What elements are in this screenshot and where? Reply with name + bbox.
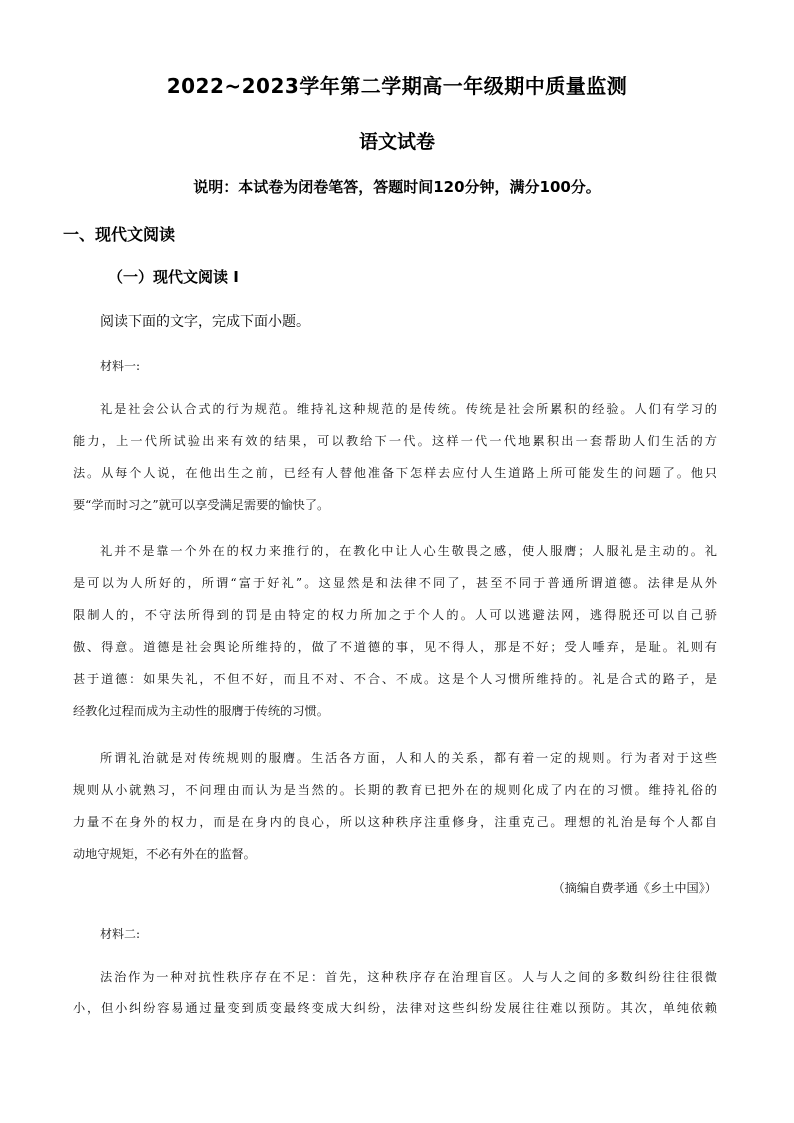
paragraph-line: 动地守规矩，不必有外在的监督。 [73,847,256,861]
paragraph-line: 法治作为一种对抗性秩序存在不足：首先，这种秩序存在治理盲区。人与人之间的多数纠纷往往很微 [100,970,717,984]
paragraph-line: 限制人的，不守法所得到的罚是由特定的权力所加之于个人的。人可以逃避法网，逃得脱还可以自己骄 [73,608,717,622]
paragraph-line: 能力，上一代所试验出来有效的结果，可以教给下一代。这样一代一代地累积出一套帮助人们生活的方 [73,434,717,448]
paragraph-line: 力量不在身外的权力，而是在身内的良心，所以这种秩序注重修身，注重克己。理想的礼治是每个人都自 [73,815,717,829]
paragraph-line: 甚于道德：如果失礼，不但不好，而且不对、不合、不成。这是个人习惯所维持的。礼是合式的路子，是 [73,672,717,686]
subsection-heading: （一）现代文阅读 I [108,268,239,286]
paragraph-line: 礼是社会公认合式的行为规范。维持礼这种规范的是传统。传统是社会所累积的经验。人们有学习的 [100,402,717,416]
material2-label: 材料二: [100,927,141,941]
material1-source: （摘编自费孝通《乡土中国》） [552,881,717,895]
paragraph-line: 小，但小纠纷容易通过量变到质变最终变成大纠纷，法律对这些纠纷发展往往难以预防。其次，单纯依赖 [73,1001,717,1015]
paragraph-line: 是可以为人所好的，所谓“富于好礼”。这显然是和法律不同了，甚至不同于普通所谓道德。法律是从外 [73,576,717,590]
exam-title: 2022~2023学年第二学期高一年级期中质量监测 [166,74,628,98]
paragraph-line: 礼并不是靠一个外在的权力来推行的，在教化中让人心生敬畏之感，使人服膺；人服礼是主动的。礼 [100,544,717,558]
paragraph-line: 所谓礼治就是对传统规则的服膺。生活各方面，人和人的关系，都有着一定的规则。行为者对于这些 [100,751,717,765]
reading-instruction: 阅读下面的文字，完成下面小题。 [100,314,310,330]
exam-note: 说明：本试卷为闭卷笔答，答题时间120分钟，满分100分。 [193,178,601,196]
paragraph-line: 法。从每个人说，在他出生之前，已经有人替他准备下怎样去应付人生道路上所可能发生的问题了。他只 [73,466,717,480]
paragraph-line: 要“学而时习之”就可以享受满足需要的愉快了。 [73,498,330,512]
paragraph-line: 规则从小就熟习，不问理由而认为是当然的。长期的教育已把外在的规则化成了内在的习惯。维持礼俗的 [73,783,717,797]
section-heading: 一、现代文阅读 [63,225,176,244]
material1-label: 材料一: [100,359,141,373]
exam-subtitle: 语文试卷 [358,131,435,153]
paragraph-line: 经教化过程而成为主动性的服膺于传统的习惯。 [73,704,329,718]
paragraph-line: 傲、得意。道德是社会舆论所维持的，做了不道德的事，见不得人，那是不好；受人唾弃，是耻。礼则有 [73,640,717,654]
